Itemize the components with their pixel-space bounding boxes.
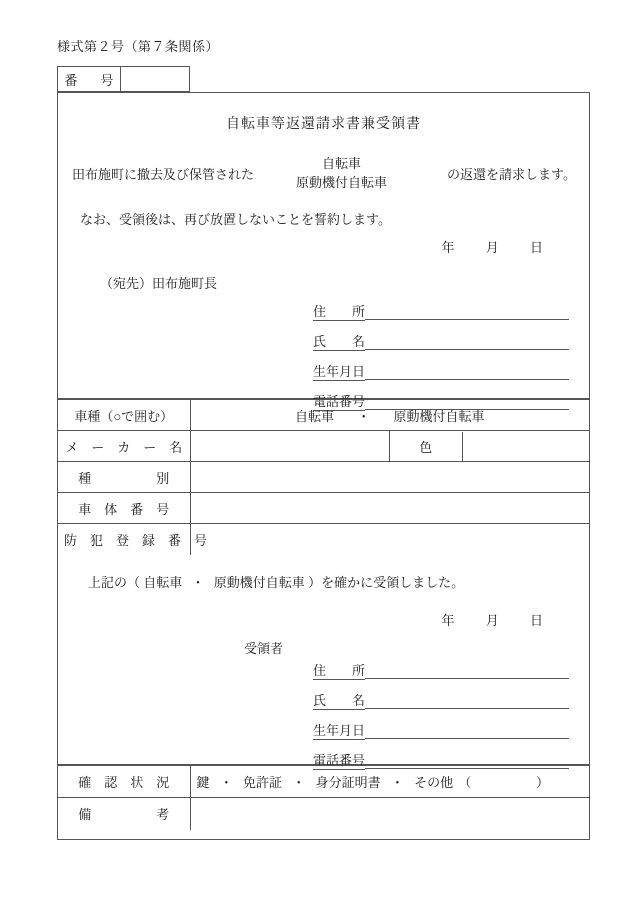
confirm-item-key[interactable]: 鍵: [196, 775, 210, 790]
remarks-label: 備 考: [58, 798, 190, 830]
intro-lead-text: 田布施町に撤去及び保管された: [72, 167, 255, 183]
receipt-date-year: 年: [441, 613, 455, 628]
receipt-statement-end: ）を確かに受領しました。: [308, 575, 465, 590]
vehicle-kind-label: 車種（○で囲む）: [58, 400, 190, 431]
applicant-address-row: [313, 291, 569, 321]
main-form-frame: [57, 92, 590, 840]
vehicle-kind-choice-cell[interactable]: [190, 400, 589, 431]
confirm-dot-3: ・: [390, 775, 404, 790]
number-input[interactable]: [121, 67, 189, 91]
request-intro: [72, 155, 577, 193]
receiver-birthdate-label: 生年月日: [313, 724, 365, 740]
table-row: [58, 462, 589, 493]
applicant-address-input[interactable]: [365, 318, 569, 320]
receiver-phone-label: 電話番号: [313, 754, 365, 770]
frame-number-label: 車 体 番 号: [58, 493, 190, 524]
table-row: [58, 766, 589, 798]
receiver-fields: [313, 650, 569, 770]
applicant-fields: [313, 291, 569, 411]
receipt-section: [58, 554, 589, 768]
applicant-address-label: 住 所: [313, 305, 365, 321]
addressee-line: （宛先）田布施町長: [100, 276, 218, 291]
color-cell: [390, 431, 590, 462]
receipt-separator: ・: [191, 575, 205, 590]
applicant-birthdate-label: 生年月日: [313, 365, 365, 381]
table-row: [58, 400, 589, 431]
vehicle-option-moped: 原動機付自転車: [296, 174, 388, 190]
confirm-item-id-document[interactable]: 身分証明書: [315, 775, 381, 790]
request-date-day: 日: [529, 240, 543, 255]
table-row: [58, 524, 589, 555]
receiver-name-label: 氏 名: [313, 694, 365, 710]
category-input[interactable]: [190, 462, 589, 493]
receiver-address-label: 住 所: [313, 664, 365, 680]
kind-separator: ・: [357, 408, 371, 424]
receipt-date-month: 月: [485, 613, 499, 628]
receiver-address-input[interactable]: [365, 677, 569, 679]
request-date-line: [58, 237, 589, 256]
applicant-name-label: 氏 名: [313, 335, 365, 351]
confirmation-status-label: 確 認 状 況: [58, 766, 190, 798]
receipt-statement: [88, 572, 464, 591]
table-row: [58, 493, 589, 524]
receipt-statement-start: 上記の（: [88, 575, 141, 590]
kind-option-bicycle[interactable]: 自転車: [294, 408, 334, 424]
vehicle-detail-table: [58, 399, 589, 555]
vehicle-type-options: [296, 155, 387, 193]
maker-input[interactable]: [190, 431, 390, 462]
confirm-dot-1: ・: [219, 775, 233, 790]
applicant-phone-label: 電話番号: [313, 395, 365, 411]
confirm-item-other[interactable]: その他: [414, 775, 454, 790]
vehicle-option-bicycle: 自転車: [322, 156, 362, 171]
confirm-item-license[interactable]: 免許証: [243, 775, 283, 790]
receiver-birthdate-row: [313, 710, 569, 740]
kind-option-moped[interactable]: 原動機付自転車: [393, 408, 485, 424]
confirm-dot-2: ・: [292, 775, 306, 790]
request-section: [58, 93, 589, 409]
receipt-date-line: [58, 610, 589, 629]
receiver-birthdate-input[interactable]: [365, 737, 569, 739]
document-title: 自転車等返還請求書兼受領書: [226, 117, 421, 132]
applicant-birthdate-input[interactable]: [365, 378, 569, 380]
number-label: 番 号: [58, 67, 121, 91]
color-input[interactable]: [462, 432, 589, 461]
crime-registration-label: 防 犯 登 録 番 号: [58, 524, 190, 555]
table-row: [58, 798, 589, 830]
receipt-option-moped[interactable]: 原動機付自転車: [213, 575, 305, 590]
receiver-name-input[interactable]: [365, 707, 569, 709]
intro-tail-text: の返還を請求します。: [447, 167, 576, 183]
receipt-option-bicycle[interactable]: 自転車: [143, 575, 183, 590]
pledge-text: なお、受領後は、再び放置しないことを誓約します。: [80, 212, 391, 227]
table-row: [58, 431, 589, 462]
request-date-month: 月: [485, 240, 499, 255]
confirmation-table: [58, 765, 589, 830]
applicant-name-row: [313, 321, 569, 351]
applicant-name-input[interactable]: [365, 348, 569, 350]
confirm-paren-open: （: [458, 775, 472, 790]
applicant-birthdate-row: [313, 351, 569, 381]
maker-label: メ ー カ ー 名: [58, 431, 190, 462]
crime-registration-input[interactable]: [190, 524, 589, 555]
remarks-input[interactable]: [190, 798, 589, 830]
frame-number-input[interactable]: [190, 493, 589, 524]
request-date-year: 年: [441, 240, 455, 255]
receiver-name-row: [313, 680, 569, 710]
confirmation-status-cell[interactable]: [190, 766, 589, 798]
receiver-address-row: [313, 650, 569, 680]
category-label: 種 別: [58, 462, 190, 493]
receipt-date-day: 日: [529, 613, 543, 628]
number-box: [57, 66, 190, 92]
form-code-header: 様式第２号（第７条関係）: [57, 39, 220, 54]
receiver-title: 受領者: [244, 641, 284, 656]
color-label: 色: [390, 432, 462, 461]
confirm-paren-close: ）: [535, 775, 549, 790]
